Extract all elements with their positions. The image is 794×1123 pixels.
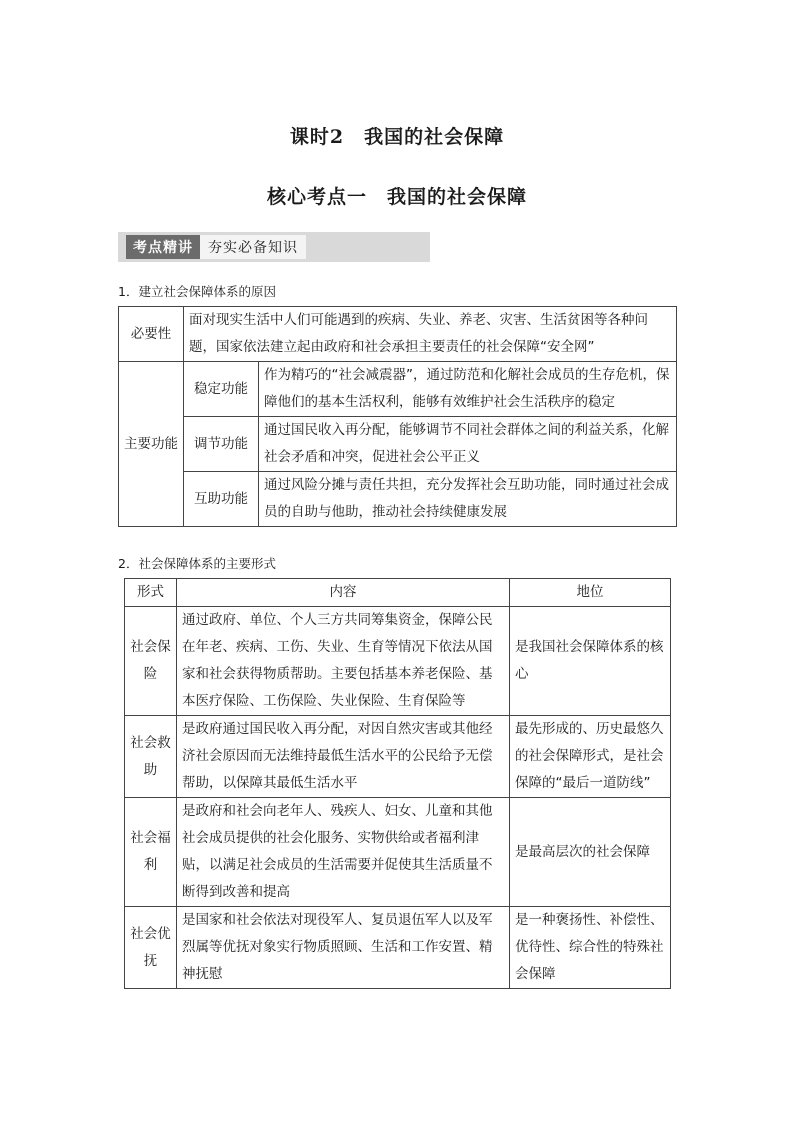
banner-dark-label: 考点精讲 bbox=[126, 235, 200, 259]
header-form: 形式 bbox=[125, 579, 177, 607]
form-name: 社会优抚 bbox=[125, 907, 177, 989]
forms-table bbox=[124, 578, 671, 989]
table-row bbox=[125, 607, 671, 716]
form-content: 是政府和社会向老年人、残疾人、妇女、儿童和其他社会成员提供的社会化服务、实物供给或者福利津贴，以满足社会成员的生活需要并促使其生活质量不断得到改善和提高 bbox=[177, 798, 510, 907]
table-row bbox=[119, 307, 677, 362]
function-name: 互助功能 bbox=[184, 472, 259, 527]
table-header-row bbox=[125, 579, 671, 607]
reasons-table bbox=[118, 306, 677, 527]
form-content: 是政府通过国民收入再分配，对因自然灾害或其他经济社会原因而无法维持最低生活水平的公民给予无偿帮助，以保障其最低生活水平 bbox=[177, 716, 510, 798]
table-row bbox=[119, 362, 677, 417]
section1-heading: 1．建立社会保障体系的原因 bbox=[118, 284, 276, 299]
function-name: 调节功能 bbox=[184, 417, 259, 472]
main-function-label: 主要功能 bbox=[119, 362, 184, 527]
form-content: 通过政府、单位、个人三方共同筹集资金，保障公民在年老、疾病、工伤、失业、生育等情况下依法从国家和社会获得物质帮助。主要包括基本养老保险、基本医疗保险、工伤保险、失业保险、生育保险等 bbox=[177, 607, 510, 716]
form-status: 是一种褒扬性、补偿性、优待性、综合性的特殊社会保障 bbox=[510, 907, 671, 989]
table-row bbox=[125, 798, 671, 907]
form-name: 社会救助 bbox=[125, 716, 177, 798]
form-status: 是最高层次的社会保障 bbox=[510, 798, 671, 907]
table-row bbox=[119, 417, 677, 472]
table-row bbox=[125, 716, 671, 798]
necessity-text: 面对现实生活中人们可能遇到的疾病、失业、养老、灾害、生活贫困等各种问题，国家依法建立起由政府和社会承担主要责任的社会保障“安全网” bbox=[184, 307, 677, 362]
section2-heading: 2．社会保障体系的主要形式 bbox=[118, 556, 276, 571]
form-name: 社会福利 bbox=[125, 798, 177, 907]
form-status: 是我国社会保障体系的核心 bbox=[510, 607, 671, 716]
table-row bbox=[125, 907, 671, 989]
section-title: 核心考点一 我国的社会保障 bbox=[266, 186, 527, 208]
form-status: 最先形成的、历史最悠久的社会保障形式，是社会保障的“最后一道防线” bbox=[510, 716, 671, 798]
function-text: 作为精巧的“社会减震器”，通过防范和化解社会成员的生存危机，保障他们的基本生活权利，能够有效维护社会生活秩序的稳定 bbox=[259, 362, 677, 417]
function-text: 通过国民收入再分配，能够调节不同社会群体之间的利益关系，化解社会矛盾和冲突，促进社会公平正义 bbox=[259, 417, 677, 472]
form-content: 是国家和社会依法对现役军人、复员退伍军人以及军烈属等优抚对象实行物质照顾、生活和工作安置、精神抚慰 bbox=[177, 907, 510, 989]
function-name: 稳定功能 bbox=[184, 362, 259, 417]
page-title: 课时2 我国的社会保障 bbox=[289, 126, 505, 148]
necessity-label: 必要性 bbox=[119, 307, 184, 362]
section-banner bbox=[118, 232, 430, 262]
function-text: 通过风险分摊与责任共担，充分发挥社会互助功能，同时通过社会成员的自助与他助，推动社会持续健康发展 bbox=[259, 472, 677, 527]
form-name: 社会保险 bbox=[125, 607, 177, 716]
header-status: 地位 bbox=[510, 579, 671, 607]
table-row bbox=[119, 472, 677, 527]
banner-light-label: 夯实必备知识 bbox=[200, 235, 306, 259]
header-content: 内容 bbox=[177, 579, 510, 607]
